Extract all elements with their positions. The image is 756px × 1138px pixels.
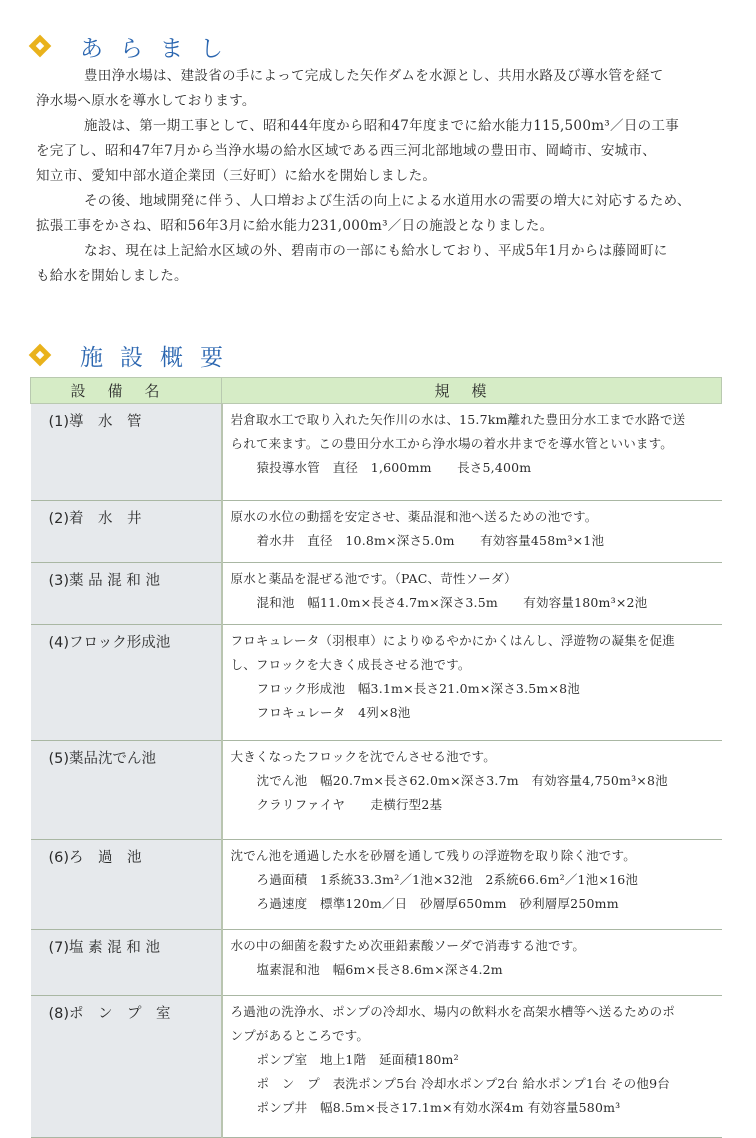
paragraph-line: なお、現在は上記給水区域の外、碧南市の一部にも給水しており、平成5年1月からは藤岡町に bbox=[84, 243, 668, 259]
paragraph-line: その後、地域開発に伴う、人口増および生活の向上による水道用水の需要の増大に対応するため、 bbox=[84, 193, 691, 209]
paragraph-line: 施設は、第一期工事として、昭和44年度から昭和47年度までに給水能力115,500m³／日の工事 bbox=[84, 118, 680, 134]
header-scale: 規模 bbox=[222, 378, 722, 404]
table-row bbox=[31, 404, 722, 501]
table-row bbox=[31, 996, 722, 1138]
spec-line: フロキュレータ 4列×8池 bbox=[256, 705, 411, 720]
desc-line: 岩倉取水工で取り入れた矢作川の水は、15.7km離れた豊田分水工まで水路で送 bbox=[230, 412, 686, 427]
header-facility-name: 設備名 bbox=[31, 378, 222, 404]
table-row bbox=[31, 840, 722, 930]
facility-name: (1)導 水 管 bbox=[31, 404, 222, 501]
spec-line: ポンプ井 幅8.5m×長さ17.1m×有効水深4m 有効容量580m³ bbox=[256, 1100, 621, 1115]
facility-description bbox=[222, 404, 722, 501]
facility-table bbox=[30, 377, 722, 1138]
desc-line: し、フロックを大きく成長させる池です。 bbox=[230, 657, 471, 672]
table-header-row bbox=[31, 378, 722, 404]
desc-line: られて来ます。この豊田分水工から浄水場の着水井までを導水管といいます。 bbox=[230, 436, 674, 451]
facility-name: (8)ポ ン プ 室 bbox=[31, 996, 222, 1138]
table-row bbox=[31, 625, 722, 741]
spec-line: フロック形成池 幅3.1m×長さ21.0m×深さ3.5m×8池 bbox=[256, 681, 580, 696]
table-row bbox=[31, 563, 722, 625]
desc-line: 沈でん池を通過した水を砂層を通して残りの浮遊物を取り除く池です。 bbox=[230, 848, 636, 863]
paragraph bbox=[36, 239, 736, 289]
paragraph-line: 浄水場へ原水を導水しております。 bbox=[36, 93, 256, 109]
overview-title: あらまし bbox=[80, 36, 240, 62]
desc-line: 原水と薬品を混ぜる池です。（PAC、苛性ソーダ） bbox=[230, 571, 517, 586]
facility-description bbox=[222, 840, 722, 930]
desc-line: ンプがあるところです。 bbox=[230, 1028, 370, 1043]
spec-line: ポ ン プ 表洗ポンプ5台 冷却水ポンプ2台 給水ポンプ1台 その他9台 bbox=[256, 1076, 670, 1091]
spec-line: 混和池 幅11.0m×長さ4.7m×深さ3.5m 有効容量180m³×2池 bbox=[256, 595, 648, 610]
paragraph-line: も給水を開始しました。 bbox=[36, 268, 188, 284]
facilities-title: 施設概要 bbox=[80, 345, 240, 371]
paragraph-line: 豊田浄水場は、建設省の手によって完成した矢作ダムを水源とし、共用水路及び導水管を経て bbox=[84, 68, 664, 84]
table-row bbox=[31, 741, 722, 840]
facility-description bbox=[222, 996, 722, 1138]
facility-description bbox=[222, 741, 722, 840]
facility-name: (7)塩 素 混 和 池 bbox=[31, 930, 222, 996]
paragraph bbox=[36, 189, 736, 239]
spec-line: クラリファイヤ 走横行型2基 bbox=[256, 797, 443, 812]
facility-name: (6)ろ 過 池 bbox=[31, 840, 222, 930]
section-heading-overview bbox=[28, 30, 240, 63]
spec-line: 着水井 直径 10.8m×深さ5.0m 有効容量458m³×1池 bbox=[256, 533, 605, 548]
spec-line: ろ過面積 1系統33.3m²／1池×32池 2系統66.6m²／1池×16池 bbox=[256, 872, 639, 887]
desc-line: フロキュレータ（羽根車）によりゆるやかにかくはんし、浮遊物の凝集を促進 bbox=[230, 633, 676, 648]
diamond-bullet-icon bbox=[28, 343, 54, 369]
overview-text bbox=[36, 64, 736, 289]
facility-description bbox=[222, 563, 722, 625]
desc-line: 原水の水位の動揺を安定させ、薬品混和池へ送るための池です。 bbox=[230, 509, 598, 524]
facility-description bbox=[222, 930, 722, 996]
desc-line: 大きくなったフロックを沈でんさせる池です。 bbox=[230, 749, 496, 764]
spec-line: 塩素混和池 幅6m×長さ8.6m×深さ4.2m bbox=[256, 962, 503, 977]
table-row bbox=[31, 930, 722, 996]
spec-line: 沈でん池 幅20.7m×長さ62.0m×深さ3.7m 有効容量4,750m³×8池 bbox=[256, 773, 668, 788]
desc-line: 水の中の細菌を殺すため次亜鉛素酸ソーダで消毒する池です。 bbox=[230, 938, 586, 953]
paragraph-line: 拡張工事をかさね、昭和56年3月に給水能力231,000m³／日の施設となりました。 bbox=[36, 218, 554, 234]
facility-description bbox=[222, 501, 722, 563]
spec-line: 猿投導水管 直径 1,600mm 長さ5,400m bbox=[256, 460, 532, 475]
paragraph bbox=[36, 64, 736, 114]
facility-name: (2)着 水 井 bbox=[31, 501, 222, 563]
section-heading-facilities bbox=[28, 339, 240, 372]
diamond-bullet-icon bbox=[28, 34, 54, 60]
facility-name: (4)フロック形成池 bbox=[31, 625, 222, 741]
desc-line: ろ過池の洗浄水、ポンプの冷却水、場内の飲料水を高架水槽等へ送るためのポ bbox=[230, 1004, 676, 1019]
paragraph bbox=[36, 114, 736, 189]
paragraph-line: を完了し、昭和47年7月から当浄水場の給水区域である西三河北部地域の豊田市、岡崎市、安城市、 bbox=[36, 143, 657, 159]
spec-line: ポンプ室 地上1階 延面積180m² bbox=[256, 1052, 459, 1067]
facility-description bbox=[222, 625, 722, 741]
facility-name: (5)薬品沈でん池 bbox=[31, 741, 222, 840]
table-row bbox=[31, 501, 722, 563]
paragraph-line: 知立市、愛知中部水道企業団（三好町）に給水を開始しました。 bbox=[36, 168, 437, 184]
spec-line: ろ過速度 標準120m／日 砂層厚650mm 砂利層厚250mm bbox=[256, 896, 619, 911]
facility-name: (3)薬 品 混 和 池 bbox=[31, 563, 222, 625]
